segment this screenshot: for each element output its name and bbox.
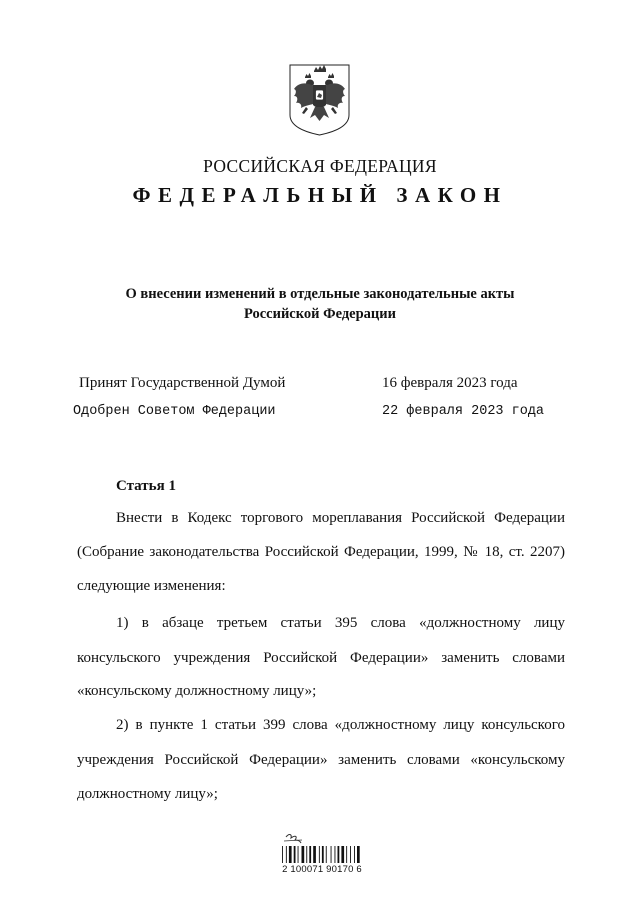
article-text-line: «консульскому должностному лицу»; xyxy=(77,683,317,699)
article-text-line: Внести в Кодекс торгового мореплавания Российской Федерации xyxy=(116,510,565,526)
adopted-label: Принят Государственной Думой xyxy=(79,375,286,391)
article-text-line: 1) в абзаце третьем статьи 395 слова «должностному лицу xyxy=(116,615,565,631)
barcode-number: 2 100071 90170 6 xyxy=(282,864,362,875)
article-text-line: следующие изменения: xyxy=(77,578,226,594)
approved-label: Одобрен Советом Федерации xyxy=(73,404,276,419)
law-title-line-1: О внесении изменений в отдельные законодательные акты xyxy=(125,286,515,302)
article-text-line: консульского учреждения Российской Федерации» заменить словами xyxy=(77,650,565,666)
article-text-line: должностному лицу»; xyxy=(77,786,218,802)
state-name: РОССИЙСКАЯ ФЕДЕРАЦИЯ xyxy=(203,156,437,176)
law-type-heading: ФЕДЕРАЛЬНЫЙ ЗАКОН xyxy=(132,183,508,207)
article-heading: Статья 1 xyxy=(116,478,176,494)
article-text-line: (Собрание законодательства Российской Федерации, 1999, № 18, ст. 2207) xyxy=(77,544,565,560)
adopted-date: 16 февраля 2023 года xyxy=(382,375,518,391)
approved-date: 22 февраля 2023 года xyxy=(382,404,545,419)
coat-of-arms-icon xyxy=(288,63,351,137)
article-text-line: 2) в пункте 1 статьи 399 слова «должностному лицу консульского xyxy=(116,717,565,733)
law-title-line-2: Российской Федерации xyxy=(243,306,396,322)
article-text-line: учреждения Российской Федерации» заменить словами «консульскому xyxy=(77,752,565,768)
